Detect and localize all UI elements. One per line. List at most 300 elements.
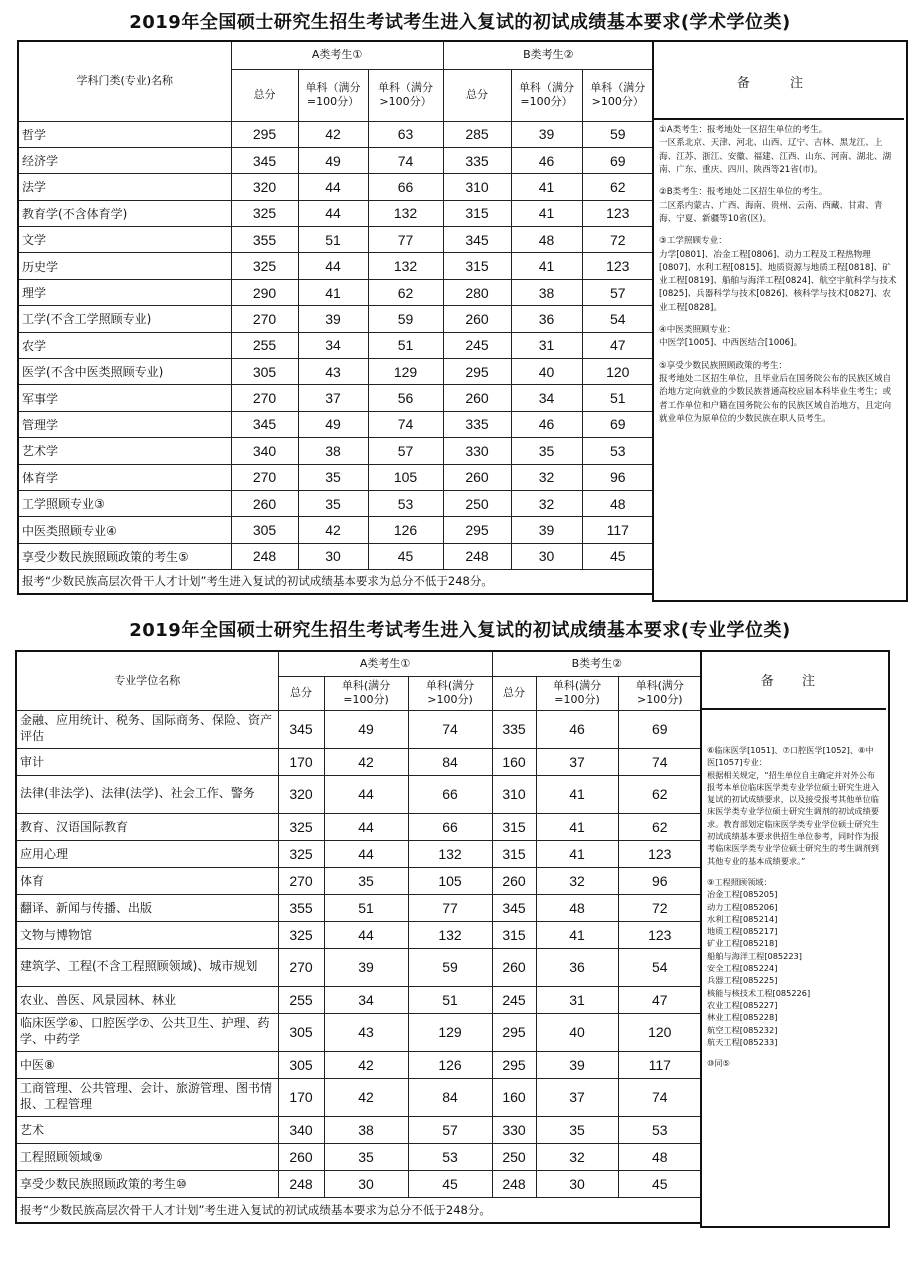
score-cell-b-0: 315 xyxy=(492,921,536,948)
table-row xyxy=(16,986,702,1013)
row-name: 法学 xyxy=(18,174,231,200)
score-cell-b-1: 48 xyxy=(536,894,618,921)
score-cell-b-1: 40 xyxy=(511,359,582,385)
score-cell-b-1: 31 xyxy=(511,332,582,358)
row-name: 军事学 xyxy=(18,385,231,411)
score-cell-a-2: 84 xyxy=(408,748,492,775)
table2-footer-note: 报考“少数民族高层次骨干人才计划”考生进入复试的初试成绩基本要求为总分不低于248分。 xyxy=(16,1197,702,1223)
row-name: 建筑学、工程(不含工程照顾领域)、城市规划 xyxy=(16,948,278,986)
score-cell-a-0: 260 xyxy=(278,1143,324,1170)
score-cell-a-2: 74 xyxy=(368,411,443,437)
row-name: 经济学 xyxy=(18,147,231,173)
score-cell-a-0: 260 xyxy=(231,490,298,516)
table1-remark-header: 备 注 xyxy=(736,76,822,91)
table1-remarks xyxy=(654,120,904,596)
score-cell-b-0: 310 xyxy=(443,174,511,200)
score-cell-b-1: 39 xyxy=(511,517,582,543)
row-name: 体育学 xyxy=(18,464,231,490)
col-subject-name: 学科门类(专业)名称 xyxy=(18,41,231,121)
score-cell-a-2: 51 xyxy=(368,332,443,358)
score-cell-a-0: 170 xyxy=(278,1078,324,1116)
score-cell-b-1: 39 xyxy=(536,1051,618,1078)
table-row xyxy=(18,490,654,516)
score-cell-b-2: 69 xyxy=(582,411,654,437)
table-row xyxy=(18,411,654,437)
col-a-single-gt100: 单科（满分>100分） xyxy=(368,69,443,121)
score-cell-a-1: 30 xyxy=(298,543,368,569)
table-row xyxy=(16,1078,702,1116)
score-cell-a-0: 325 xyxy=(231,253,298,279)
row-name: 享受少数民族照顾政策的考生⑤ xyxy=(18,543,231,569)
score-cell-a-2: 66 xyxy=(408,775,492,813)
score-cell-b-0: 295 xyxy=(443,359,511,385)
score-cell-a-0: 345 xyxy=(231,147,298,173)
row-name: 金融、应用统计、税务、国际商务、保险、资产评估 xyxy=(16,710,278,748)
score-cell-a-1: 42 xyxy=(324,748,408,775)
score-cell-a-2: 77 xyxy=(408,894,492,921)
score-cell-a-1: 41 xyxy=(298,279,368,305)
score-cell-a-2: 126 xyxy=(408,1051,492,1078)
score-cell-a-2: 51 xyxy=(408,986,492,1013)
table-row xyxy=(16,867,702,894)
score-cell-a-1: 35 xyxy=(324,1143,408,1170)
score-cell-a-0: 345 xyxy=(278,710,324,748)
row-name: 医学(不含中医类照顾专业) xyxy=(18,359,231,385)
score-cell-b-1: 32 xyxy=(511,464,582,490)
col-b-single-gt100-2: 单科(满分>100分) xyxy=(618,676,702,710)
table-row xyxy=(18,543,654,569)
score-cell-a-0: 325 xyxy=(278,813,324,840)
score-cell-a-0: 255 xyxy=(231,332,298,358)
score-cell-b-1: 41 xyxy=(511,200,582,226)
score-cell-b-2: 51 xyxy=(582,385,654,411)
score-cell-b-1: 41 xyxy=(511,253,582,279)
table-row xyxy=(16,921,702,948)
col-b-single100: 单科（满分=100分） xyxy=(511,69,582,121)
score-cell-a-2: 105 xyxy=(368,464,443,490)
score-cell-a-2: 126 xyxy=(368,517,443,543)
table-row xyxy=(18,253,654,279)
table2-title: 2019年全国硕士研究生招生考试考生进入复试的初试成绩基本要求(专业学位类) xyxy=(129,620,791,641)
score-cell-a-2: 59 xyxy=(408,948,492,986)
score-cell-b-2: 45 xyxy=(582,543,654,569)
academic-score-table xyxy=(17,40,655,595)
score-cell-a-0: 340 xyxy=(231,438,298,464)
score-cell-a-2: 63 xyxy=(368,121,443,147)
score-cell-b-1: 48 xyxy=(511,227,582,253)
score-cell-b-2: 123 xyxy=(618,921,702,948)
score-cell-a-1: 44 xyxy=(324,775,408,813)
score-cell-b-0: 260 xyxy=(492,867,536,894)
score-cell-b-0: 315 xyxy=(492,840,536,867)
score-cell-b-0: 345 xyxy=(443,227,511,253)
score-cell-b-2: 47 xyxy=(618,986,702,1013)
score-cell-b-0: 315 xyxy=(492,813,536,840)
score-cell-a-0: 305 xyxy=(231,359,298,385)
score-cell-b-0: 160 xyxy=(492,748,536,775)
score-cell-b-0: 245 xyxy=(443,332,511,358)
remark-note: ⑩同⑤ xyxy=(707,1058,730,1069)
table-row xyxy=(16,813,702,840)
table-row xyxy=(16,840,702,867)
score-cell-b-2: 62 xyxy=(582,174,654,200)
score-cell-a-0: 355 xyxy=(278,894,324,921)
score-cell-b-2: 62 xyxy=(618,813,702,840)
score-cell-a-1: 42 xyxy=(324,1051,408,1078)
row-name: 审计 xyxy=(16,748,278,775)
score-cell-a-1: 44 xyxy=(298,174,368,200)
score-cell-b-0: 260 xyxy=(443,385,511,411)
score-cell-b-0: 330 xyxy=(492,1116,536,1143)
score-cell-b-1: 36 xyxy=(536,948,618,986)
score-cell-b-2: 48 xyxy=(582,490,654,516)
score-cell-b-2: 72 xyxy=(618,894,702,921)
row-name: 哲学 xyxy=(18,121,231,147)
score-cell-a-0: 340 xyxy=(278,1116,324,1143)
score-cell-b-0: 285 xyxy=(443,121,511,147)
score-cell-b-1: 35 xyxy=(511,438,582,464)
score-cell-b-0: 335 xyxy=(443,411,511,437)
row-name: 教育、汉语国际教育 xyxy=(16,813,278,840)
table2-remarks xyxy=(702,740,884,1200)
col-b-single-gt100: 单科（满分>100分） xyxy=(582,69,654,121)
table-row xyxy=(18,121,654,147)
score-cell-a-2: 53 xyxy=(368,490,443,516)
table-row xyxy=(18,385,654,411)
score-cell-a-0: 270 xyxy=(278,948,324,986)
row-name: 法律(非法学)、法律(法学)、社会工作、警务 xyxy=(16,775,278,813)
score-cell-a-0: 325 xyxy=(278,840,324,867)
row-name: 应用心理 xyxy=(16,840,278,867)
score-cell-a-1: 39 xyxy=(298,306,368,332)
score-cell-b-2: 54 xyxy=(618,948,702,986)
score-cell-b-2: 123 xyxy=(582,253,654,279)
score-cell-b-0: 245 xyxy=(492,986,536,1013)
score-cell-a-2: 84 xyxy=(408,1078,492,1116)
score-cell-b-0: 295 xyxy=(443,517,511,543)
score-cell-b-1: 41 xyxy=(536,921,618,948)
score-cell-a-1: 44 xyxy=(324,840,408,867)
score-cell-b-1: 30 xyxy=(536,1170,618,1197)
score-cell-a-1: 35 xyxy=(298,464,368,490)
col-degree-name: 专业学位名称 xyxy=(16,651,278,710)
score-cell-b-2: 53 xyxy=(582,438,654,464)
table-row xyxy=(16,1143,702,1170)
score-cell-b-0: 315 xyxy=(443,253,511,279)
score-cell-b-0: 250 xyxy=(492,1143,536,1170)
score-cell-a-0: 248 xyxy=(278,1170,324,1197)
row-name: 享受少数民族照顾政策的考生⑩ xyxy=(16,1170,278,1197)
score-cell-b-1: 30 xyxy=(511,543,582,569)
score-cell-a-1: 51 xyxy=(298,227,368,253)
row-name: 理学 xyxy=(18,279,231,305)
row-name: 艺术 xyxy=(16,1116,278,1143)
remark-note: ⑤享受少数民族照顾政策的考生： 报考地处二区招生单位，且毕业后在国务院公布的民族区域自治地方定向就业的少数民族普通高校应届本科毕业生考生；或者工作单位和户籍在国务院公布的民族区域自治地方，且定向就业单位为原单位的少数民族在职人员考生。 xyxy=(659,360,892,424)
table-row xyxy=(18,147,654,173)
score-cell-a-1: 49 xyxy=(298,147,368,173)
score-cell-b-0: 260 xyxy=(443,464,511,490)
score-cell-a-2: 66 xyxy=(408,813,492,840)
score-cell-b-2: 74 xyxy=(618,1078,702,1116)
score-cell-a-0: 345 xyxy=(231,411,298,437)
score-cell-a-1: 44 xyxy=(324,921,408,948)
remark-note: ②B类考生：报考地处二区招生单位的考生。 二区系内蒙古、广西、海南、贵州、云南、西藏、甘肃、青海、宁夏、新疆等10省(区)。 xyxy=(659,187,883,224)
row-name: 工学(不含工学照顾专业) xyxy=(18,306,231,332)
col-a-single100-2: 单科(满分=100分) xyxy=(324,676,408,710)
score-cell-a-0: 355 xyxy=(231,227,298,253)
score-cell-a-1: 35 xyxy=(324,867,408,894)
score-cell-b-0: 335 xyxy=(492,710,536,748)
score-cell-b-0: 248 xyxy=(443,543,511,569)
score-cell-a-2: 57 xyxy=(368,438,443,464)
row-name: 翻译、新闻与传播、出版 xyxy=(16,894,278,921)
group-b-header-2: B类考生② xyxy=(492,651,702,676)
table-row xyxy=(16,948,702,986)
table-row xyxy=(18,174,654,200)
score-cell-a-2: 57 xyxy=(408,1116,492,1143)
score-cell-b-1: 36 xyxy=(511,306,582,332)
score-cell-a-2: 45 xyxy=(368,543,443,569)
score-cell-b-1: 32 xyxy=(511,490,582,516)
score-cell-a-2: 53 xyxy=(408,1143,492,1170)
score-cell-a-2: 66 xyxy=(368,174,443,200)
score-cell-a-2: 45 xyxy=(408,1170,492,1197)
score-cell-a-0: 248 xyxy=(231,543,298,569)
score-cell-b-2: 120 xyxy=(582,359,654,385)
score-cell-b-2: 96 xyxy=(582,464,654,490)
row-name: 文物与博物馆 xyxy=(16,921,278,948)
table-row xyxy=(16,710,702,748)
score-cell-a-1: 42 xyxy=(298,121,368,147)
score-cell-a-1: 42 xyxy=(298,517,368,543)
score-cell-a-2: 105 xyxy=(408,867,492,894)
score-cell-b-0: 250 xyxy=(443,490,511,516)
score-cell-b-2: 69 xyxy=(618,710,702,748)
score-cell-b-0: 315 xyxy=(443,200,511,226)
row-name: 历史学 xyxy=(18,253,231,279)
remark-note: ①A类考生：报考地处一区招生单位的考生。 一区系北京、天津、河北、山西、辽宁、吉林、黑龙江、上海、江苏、浙江、安徽、福建、江西、山东、河南、湖北、湖南、广东、重庆、四川、陕西等21省(市)。 xyxy=(659,125,892,175)
group-a-header-2: A类考生① xyxy=(278,651,492,676)
score-cell-b-2: 48 xyxy=(618,1143,702,1170)
table2-remark-header: 备 注 xyxy=(760,674,828,689)
score-cell-b-2: 117 xyxy=(618,1051,702,1078)
table-row xyxy=(18,279,654,305)
score-cell-a-2: 74 xyxy=(408,710,492,748)
score-cell-b-2: 72 xyxy=(582,227,654,253)
remark-note: ④中医类照顾专业： 中医学[1005]、中西医结合[1006]。 xyxy=(659,325,803,349)
table-row xyxy=(16,1013,702,1051)
score-cell-b-1: 35 xyxy=(536,1116,618,1143)
score-cell-a-2: 132 xyxy=(368,200,443,226)
table-row xyxy=(18,200,654,226)
score-cell-a-0: 270 xyxy=(278,867,324,894)
score-cell-b-1: 31 xyxy=(536,986,618,1013)
score-cell-b-1: 37 xyxy=(536,748,618,775)
score-cell-b-2: 123 xyxy=(618,840,702,867)
col-a-total-2: 总分 xyxy=(278,676,324,710)
score-cell-b-1: 46 xyxy=(511,147,582,173)
score-cell-a-0: 305 xyxy=(278,1051,324,1078)
score-cell-b-1: 39 xyxy=(511,121,582,147)
score-cell-a-2: 132 xyxy=(368,253,443,279)
group-a-header: A类考生① xyxy=(231,41,443,69)
score-cell-b-0: 310 xyxy=(492,775,536,813)
row-name: 艺术学 xyxy=(18,438,231,464)
score-cell-b-2: 120 xyxy=(618,1013,702,1051)
score-cell-b-0: 160 xyxy=(492,1078,536,1116)
score-cell-b-2: 69 xyxy=(582,147,654,173)
row-name: 体育 xyxy=(16,867,278,894)
score-cell-a-1: 34 xyxy=(324,986,408,1013)
table1-title: 2019年全国硕士研究生招生考试考生进入复试的初试成绩基本要求(学术学位类) xyxy=(129,12,791,33)
score-cell-a-1: 39 xyxy=(324,948,408,986)
table-row xyxy=(18,517,654,543)
score-cell-a-0: 320 xyxy=(231,174,298,200)
score-cell-b-2: 59 xyxy=(582,121,654,147)
score-cell-a-2: 132 xyxy=(408,921,492,948)
score-cell-b-2: 47 xyxy=(582,332,654,358)
score-cell-a-2: 129 xyxy=(368,359,443,385)
score-cell-a-2: 56 xyxy=(368,385,443,411)
table-row xyxy=(16,1116,702,1143)
score-cell-a-1: 44 xyxy=(298,200,368,226)
score-cell-b-2: 53 xyxy=(618,1116,702,1143)
col-b-total-2: 总分 xyxy=(492,676,536,710)
score-cell-a-1: 43 xyxy=(324,1013,408,1051)
col-a-single100: 单科（满分=100分） xyxy=(298,69,368,121)
score-cell-b-0: 345 xyxy=(492,894,536,921)
row-name: 文学 xyxy=(18,227,231,253)
table-row xyxy=(16,1170,702,1197)
score-cell-a-1: 43 xyxy=(298,359,368,385)
score-cell-a-1: 44 xyxy=(324,813,408,840)
score-cell-b-2: 96 xyxy=(618,867,702,894)
col-a-total: 总分 xyxy=(231,69,298,121)
score-cell-b-1: 41 xyxy=(511,174,582,200)
score-cell-a-1: 34 xyxy=(298,332,368,358)
score-cell-b-1: 41 xyxy=(536,840,618,867)
score-cell-a-0: 305 xyxy=(231,517,298,543)
score-cell-a-1: 44 xyxy=(298,253,368,279)
score-cell-a-1: 51 xyxy=(324,894,408,921)
table-row xyxy=(16,1051,702,1078)
row-name: 农学 xyxy=(18,332,231,358)
row-name: 管理学 xyxy=(18,411,231,437)
score-cell-b-0: 248 xyxy=(492,1170,536,1197)
score-cell-a-0: 270 xyxy=(231,385,298,411)
table-row xyxy=(18,464,654,490)
row-name: 中医类照顾专业④ xyxy=(18,517,231,543)
table1-footer-note: 报考“少数民族高层次骨干人才计划”考生进入复试的初试成绩基本要求为总分不低于248分。 xyxy=(18,570,654,594)
row-name: 中医⑧ xyxy=(16,1051,278,1078)
score-cell-b-1: 32 xyxy=(536,867,618,894)
score-cell-a-0: 295 xyxy=(231,121,298,147)
score-cell-a-2: 59 xyxy=(368,306,443,332)
remark-note: ⑨工程照顾领域： 冶金工程[085205] 动力工程[085206] 水利工程[085214] 地质工程[085217] 矿业工程[085218] 船舶与海洋工程[085223] 安全工程[085224] 兵器工程[085225] 核能与核技术工程[085226] 农业工程[085227] 林业工程[085228] 航空工程[085232] 航天工程[085233] xyxy=(707,876,811,1047)
row-name: 工商管理、公共管理、会计、旅游管理、图书情报、工程管理 xyxy=(16,1078,278,1116)
remark-note: ⑥临床医学[1051]、⑦口腔医学[1052]、⑧中医[1057]专业： 根据相关规定，“招生单位自主确定并对外公布报考本单位临床医学类专业学位硕士研究生进入复试的初试成绩要求，以及接受报考其他单位临床医学类专业学位硕士研究生调剂的初试成绩要求。教育部划定临床医学类专业学位硕士研究生初试成绩基本要求供招生单位参考，同时作为报考临床医学类专业学位硕士研究生的考生调剂到其他专业的基本成绩要求。” xyxy=(707,745,879,866)
score-cell-a-0: 270 xyxy=(231,306,298,332)
table-row xyxy=(18,438,654,464)
score-cell-a-1: 49 xyxy=(324,710,408,748)
score-cell-b-1: 32 xyxy=(536,1143,618,1170)
score-cell-b-0: 260 xyxy=(492,948,536,986)
score-cell-a-1: 38 xyxy=(324,1116,408,1143)
score-cell-a-2: 132 xyxy=(408,840,492,867)
table-row xyxy=(16,894,702,921)
score-cell-b-1: 41 xyxy=(536,775,618,813)
score-cell-a-0: 325 xyxy=(231,200,298,226)
row-name: 临床医学⑥、口腔医学⑦、公共卫生、护理、药学、中药学 xyxy=(16,1013,278,1051)
col-a-single-gt100-2: 单科(满分>100分) xyxy=(408,676,492,710)
score-cell-b-1: 40 xyxy=(536,1013,618,1051)
score-cell-b-1: 41 xyxy=(536,813,618,840)
score-cell-b-2: 57 xyxy=(582,279,654,305)
score-cell-b-0: 335 xyxy=(443,147,511,173)
score-cell-a-1: 37 xyxy=(298,385,368,411)
score-cell-b-2: 45 xyxy=(618,1170,702,1197)
score-cell-b-0: 295 xyxy=(492,1013,536,1051)
score-cell-b-2: 62 xyxy=(618,775,702,813)
score-cell-a-0: 255 xyxy=(278,986,324,1013)
score-cell-b-2: 74 xyxy=(618,748,702,775)
score-cell-b-2: 54 xyxy=(582,306,654,332)
score-cell-a-0: 170 xyxy=(278,748,324,775)
score-cell-b-1: 37 xyxy=(536,1078,618,1116)
row-name: 教育学(不含体育学) xyxy=(18,200,231,226)
professional-score-table xyxy=(15,650,703,1224)
score-cell-a-0: 320 xyxy=(278,775,324,813)
group-b-header: B类考生② xyxy=(443,41,654,69)
remark-note: ③工学照顾专业： 力学[0801]、冶金工程[0806]、动力工程及工程热物理[0807]、水利工程[0815]、地质资源与地质工程[0818]、矿业工程[0819]、船舶与海洋工程[0824]、航空宇航科学与技术[0825]、兵器科学与技术[0826]、核科学与技术[0827]、农业工程[0828]。 xyxy=(659,236,897,313)
score-cell-a-2: 77 xyxy=(368,227,443,253)
score-cell-a-1: 49 xyxy=(298,411,368,437)
col-b-single100-2: 单科(满分=100分) xyxy=(536,676,618,710)
score-cell-a-0: 325 xyxy=(278,921,324,948)
score-cell-a-2: 62 xyxy=(368,279,443,305)
table-row xyxy=(18,227,654,253)
score-cell-a-0: 305 xyxy=(278,1013,324,1051)
row-name: 工程照顾领域⑨ xyxy=(16,1143,278,1170)
score-cell-a-1: 42 xyxy=(324,1078,408,1116)
table-row xyxy=(16,748,702,775)
score-cell-a-2: 74 xyxy=(368,147,443,173)
score-cell-b-1: 46 xyxy=(536,710,618,748)
score-cell-a-0: 270 xyxy=(231,464,298,490)
score-cell-a-2: 129 xyxy=(408,1013,492,1051)
table-row xyxy=(18,359,654,385)
score-cell-a-1: 35 xyxy=(298,490,368,516)
score-cell-b-0: 260 xyxy=(443,306,511,332)
score-cell-b-0: 280 xyxy=(443,279,511,305)
score-cell-a-1: 30 xyxy=(324,1170,408,1197)
table-row xyxy=(18,306,654,332)
col-b-total: 总分 xyxy=(443,69,511,121)
score-cell-b-1: 34 xyxy=(511,385,582,411)
score-cell-b-1: 46 xyxy=(511,411,582,437)
score-cell-a-0: 290 xyxy=(231,279,298,305)
score-cell-b-0: 330 xyxy=(443,438,511,464)
score-cell-b-1: 38 xyxy=(511,279,582,305)
table-row xyxy=(16,775,702,813)
row-name: 农业、兽医、风景园林、林业 xyxy=(16,986,278,1013)
table-row xyxy=(18,332,654,358)
score-cell-b-0: 295 xyxy=(492,1051,536,1078)
score-cell-a-1: 38 xyxy=(298,438,368,464)
row-name: 工学照顾专业③ xyxy=(18,490,231,516)
score-cell-b-2: 123 xyxy=(582,200,654,226)
score-cell-b-2: 117 xyxy=(582,517,654,543)
